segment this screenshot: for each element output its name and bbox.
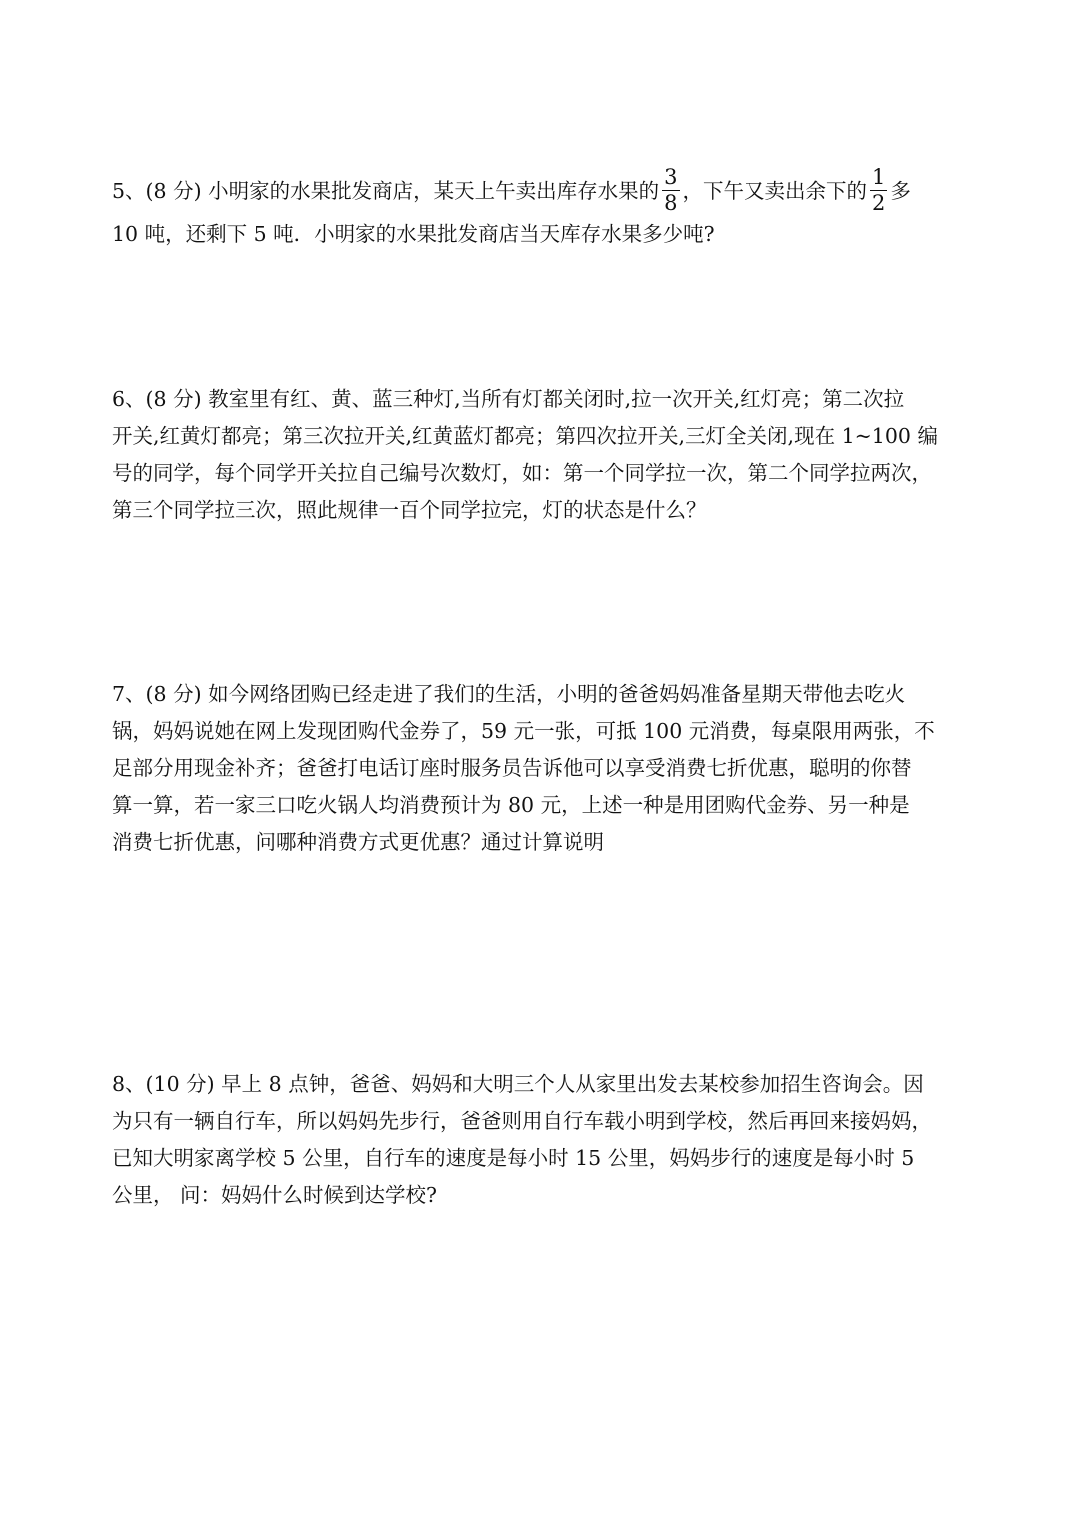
- question-8-line: 已知大明家离学校 5 公里，自行车的速度是每小时 15 公里，妈妈步行的速度是每小时 5: [112, 1146, 915, 1170]
- fraction-denominator: 8: [664, 191, 678, 215]
- question-7-line: 足部分用现金补齐；爸爸打电话订座时服务员告诉他可以享受消费七折优惠，聪明的你替: [112, 756, 912, 780]
- fraction-one-half: [870, 167, 887, 214]
- fraction-denominator: 2: [872, 191, 886, 215]
- question-5-line-1: [112, 165, 974, 216]
- question-8-line: 公里， 问：妈妈什么时候到达学校?: [112, 1183, 438, 1207]
- question-7: [112, 676, 974, 861]
- fraction-numerator: 1: [872, 165, 886, 189]
- question-5-text-b: ，下午又卖出余下的: [682, 179, 867, 203]
- question-5-text-a: 5、(8 分) 小明家的水果批发商店，某天上午卖出库存水果的: [112, 179, 660, 203]
- question-6-line: 6、(8 分) 教室里有红、黄、蓝三种灯,当所有灯都关闭时,拉一次开关,红灯亮；第二次拉: [112, 387, 905, 411]
- question-6-line: 开关,红黄灯都亮；第三次拉开关,红黄蓝灯都亮；第四次拉开关,三灯全关闭,现在 1~100 编: [112, 424, 938, 448]
- question-6: [112, 381, 974, 529]
- question-6-line: 第三个同学拉三次，照此规律一百个同学拉完，灯的状态是什么？: [112, 498, 707, 522]
- question-8-line: 为只有一辆自行车，所以妈妈先步行，爸爸则用自行车载小明到学校，然后再回来接妈妈，: [112, 1109, 932, 1133]
- question-7-line: 锅，妈妈说她在网上发现团购代金券了，59 元一张，可抵 100 元消费，每桌限用两张，不: [112, 719, 935, 743]
- question-6-line: 号的同学，每个同学开关拉自己编号次数灯，如：第一个同学拉一次，第二个同学拉两次，: [112, 461, 932, 485]
- question-8: [112, 1066, 974, 1214]
- question-8-line: 8、(10 分) 早上 8 点钟，爸爸、妈妈和大明三个人从家里出发去某校参加招生咨询会。因: [112, 1072, 924, 1096]
- question-7-line: 7、(8 分) 如今网络团购已经走进了我们的生活，小明的爸爸妈妈准备星期天带他去吃火: [112, 682, 906, 706]
- question-5-text-c: 多: [890, 179, 911, 203]
- question-5-line-2: 10 吨，还剩下 5 吨．小明家的水果批发商店当天库存水果多少吨?: [112, 222, 715, 246]
- fraction-numerator: 3: [664, 165, 678, 189]
- question-7-line: 算一算，若一家三口吃火锅人均消费预计为 80 元，上述一种是用团购代金券、另一种是: [112, 793, 910, 817]
- fraction-three-eighths: [662, 167, 679, 214]
- question-5: [112, 165, 974, 253]
- question-7-line: 消费七折优惠，问哪种消费方式更优惠？通过计算说明: [112, 830, 604, 854]
